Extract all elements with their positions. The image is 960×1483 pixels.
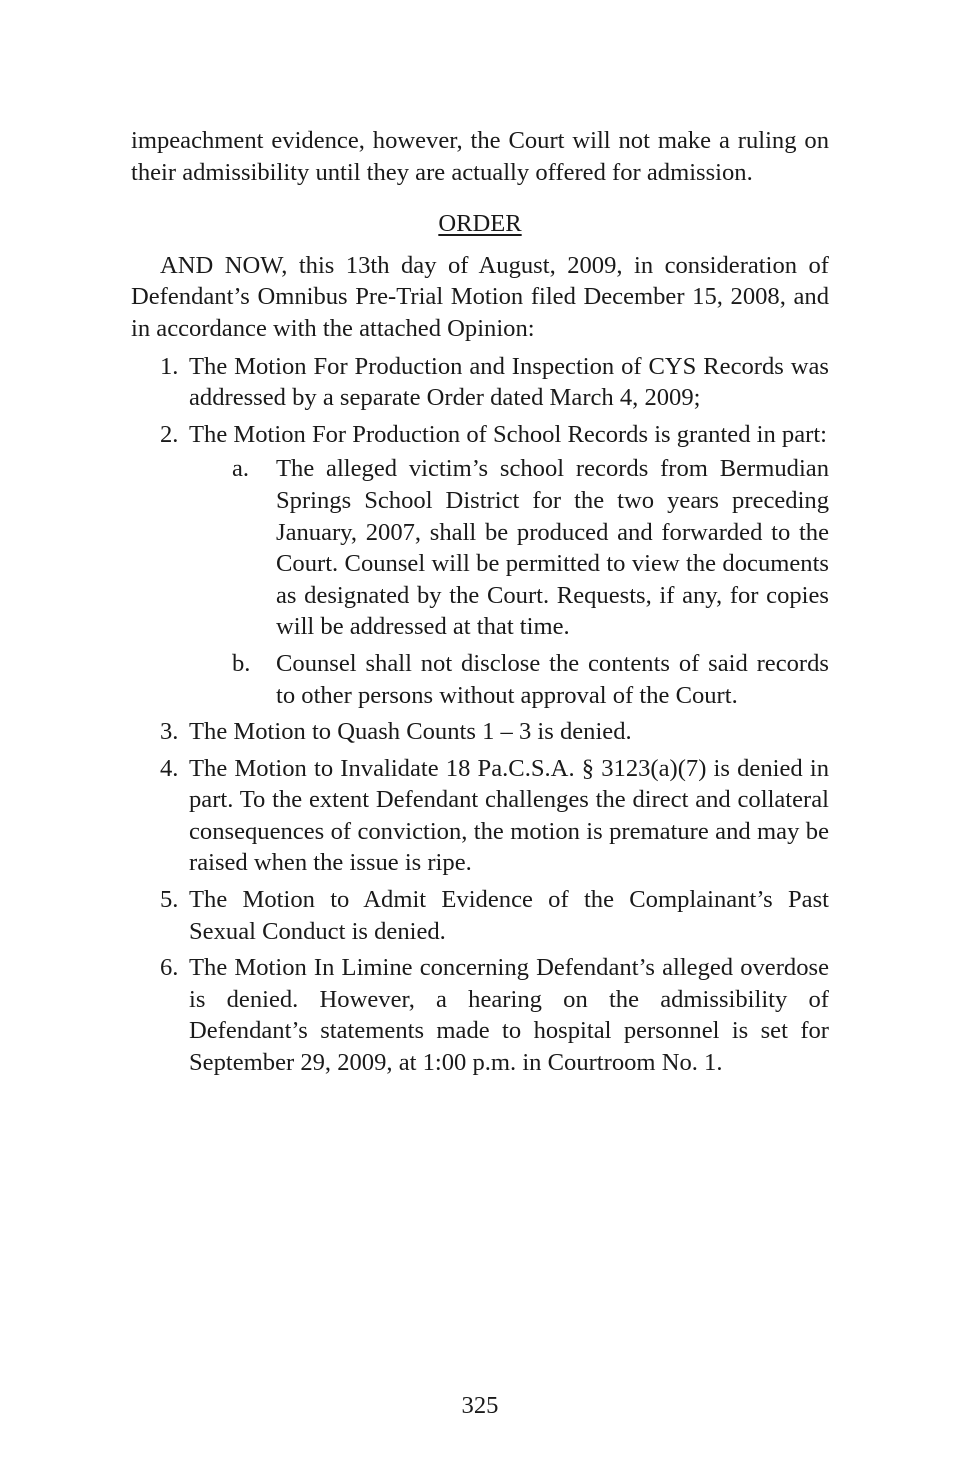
order-item-5 — [131, 884, 829, 947]
order-item-text: The Motion In Limine concerning Defendant’s alleged overdose is denied. However, a hearing on the admissibility of Defendant’s statements made to hospital personnel is set for September 29, 2009, at 1:00 p.m. in Courtroom No. 1. — [189, 954, 829, 1077]
document-page — [131, 125, 829, 1084]
order-subitem-b — [189, 648, 829, 711]
order-subitem-text: The alleged victim’s school records from Bermudian Springs School District for the two years preceding January, 2007, shall be produced and forwarded to the Court. Counsel will be permitted to view the documents as designated by the Court. Requests, if any, for copies will be addressed at that time. — [276, 455, 829, 641]
order-item-number: 2. — [160, 420, 179, 448]
order-item-number: 4. — [160, 754, 179, 782]
order-item-text: The Motion For Production of School Records is granted in part: — [189, 420, 827, 448]
order-subitem-letter: a. — [232, 455, 250, 483]
order-item-6 — [131, 952, 829, 1078]
order-heading-text: ORDER — [438, 210, 522, 238]
order-item-2 — [131, 419, 829, 711]
order-subitem-letter: b. — [232, 649, 251, 677]
order-item-number: 5. — [160, 886, 179, 914]
order-item-1 — [131, 351, 829, 414]
order-item-text: The Motion to Admit Evidence of the Complainant’s Past Sexual Conduct is denied. — [189, 886, 829, 945]
order-subitem-a — [189, 453, 829, 643]
order-opening-paragraph: AND NOW, this 13th day of August, 2009, in consideration of Defendant’s Omnibus Pre-Trial Motion filed December 15, 2008, and in accordance with the attached Opinion: — [131, 251, 829, 342]
order-item-number: 6. — [160, 954, 179, 982]
page-number: 325 — [461, 1392, 499, 1419]
order-item-4 — [131, 753, 829, 879]
order-item-text: The Motion to Invalidate 18 Pa.C.S.A. § 3123(a)(7) is denied in part. To the extent Defendant challenges the direct and collateral consequences of conviction, the motion is premature and may be raised when the issue is ripe. — [189, 754, 829, 877]
order-heading — [131, 208, 829, 240]
intro-paragraph: impeachment evidence, however, the Court will not make a ruling on their admissibility until they are actually offered for admission. — [131, 127, 829, 186]
order-subitem-text: Counsel shall not disclose the contents of said records to other persons without approval of the Court. — [276, 649, 829, 709]
order-item-number: 1. — [160, 352, 179, 380]
order-subitems-list — [189, 453, 829, 711]
order-items-list — [131, 351, 829, 1079]
order-item-text: The Motion For Production and Inspection of CYS Records was addressed by a separate Order dated March 4, 2009; — [189, 352, 829, 412]
order-item-number: 3. — [160, 718, 179, 746]
order-item-text: The Motion to Quash Counts 1 – 3 is denied. — [189, 718, 632, 746]
order-item-3 — [131, 716, 829, 748]
